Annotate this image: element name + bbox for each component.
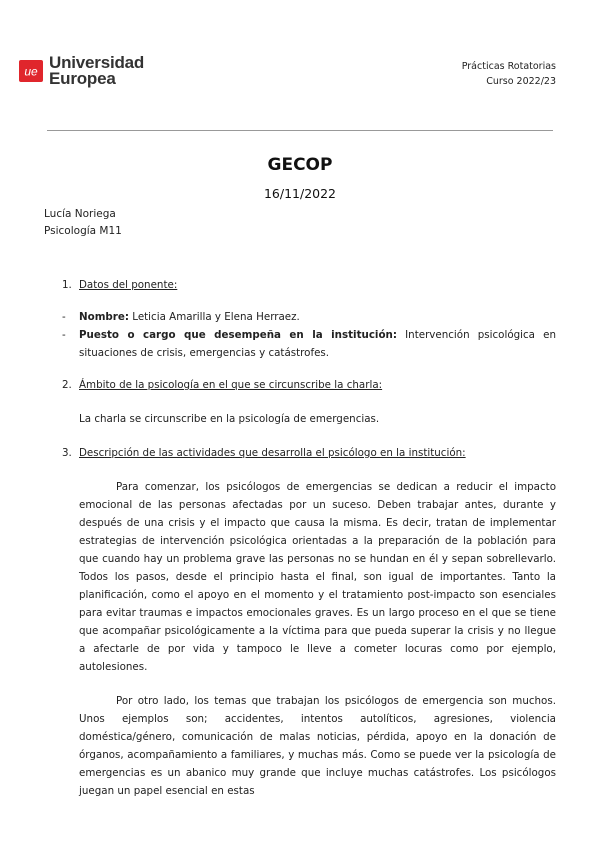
bullet-name [62, 308, 556, 326]
logo-line-1: Universidad [49, 53, 145, 72]
section-number: 3. [62, 447, 72, 459]
author-name: Lucía Noriega [44, 208, 116, 220]
section-2-text: La charla se circunscribe en la psicología de emergencias. [79, 413, 380, 425]
section-heading-1 [62, 276, 556, 294]
author-course: Psicología M11 [44, 225, 122, 237]
header-info [462, 59, 556, 89]
header-line-2: Curso 2022/23 [486, 76, 556, 87]
bullet-dash: - [62, 311, 66, 323]
header-divider [47, 130, 553, 131]
logo-line-2: Europea [49, 69, 116, 88]
bullet-label: Nombre: [79, 311, 129, 323]
header-line-1: Prácticas Rotatorias [461, 61, 556, 72]
bullet-text: Leticia Amarilla y Elena Herraez. [128, 311, 300, 323]
bullet-role [62, 326, 556, 362]
section-heading-2 [62, 376, 556, 394]
ue-logo-icon [19, 60, 43, 82]
section-title: Ámbito de la psicología en el que se circunscribe la charla: [79, 379, 383, 391]
bullet-content [79, 326, 556, 362]
bullet-dash: - [62, 329, 66, 341]
section-number: 2. [62, 379, 72, 391]
bullet-label: Puesto o cargo que desempeña en la institución: [79, 329, 397, 341]
author-block [44, 206, 122, 240]
section-heading-3 [62, 444, 556, 462]
document-title: GECOP [267, 155, 333, 175]
section-title: Descripción de las actividades que desarrolla el psicólogo en la institución: [79, 447, 466, 459]
section-title: Datos del ponente: [79, 279, 178, 291]
paragraph-1: Para comenzar, los psicólogos de emergencias se dedican a reducir el impacto emocional de las personas afectadas por un suceso. Deben trabajar antes, durante y después de una crisis y el impacto que causa la misma. Es decir, tratan de implementar estrategias de intervención psicológica orientadas a la preparación de la población para que cuando hay un problema grave las personas no se hundan en él y sepan sobrellevarlo. Todos los pasos, desde el principio hasta el final, son igual de importantes. Tanto la planificación, como el apoyo en el momento y el tratamiento post-impacto son esenciales para evitar traumas e impactos emocionales graves. Es un largo proceso en el que se tiene que acompañar psicológicamente a la víctima para que pueda superar la crisis y no llegue a afectarle de por vida y tampoco le lleve a cometer locuras como por ejemplo, autolesiones. [79, 481, 556, 673]
section-number: 1. [62, 279, 72, 291]
document-date: 16/11/2022 [263, 186, 337, 201]
university-logo [19, 55, 144, 87]
bullet-text: Intervención psicológica en situaciones de crisis, emergencias y catástrofes. [79, 329, 556, 359]
document-body [62, 276, 556, 800]
paragraph-2: Por otro lado, los temas que trabajan los psicólogos de emergencia son muchos. Unos ejemplos son; accidentes, intentos autolíticos, agresiones, violencia doméstica/género, comunicación de malas noticias, pérdida, apoyo en la donación de órganos, acompañamiento a familiares, y muchas más. Como se puede ver la psicología de emergencias es un abanico muy grande que incluye muchas catástrofes. Los psicólogos juegan un papel esencial en estas [79, 695, 556, 797]
svg-text:ue: ue [24, 64, 38, 79]
logo-wordmark [49, 55, 144, 87]
bullet-content [79, 308, 300, 326]
